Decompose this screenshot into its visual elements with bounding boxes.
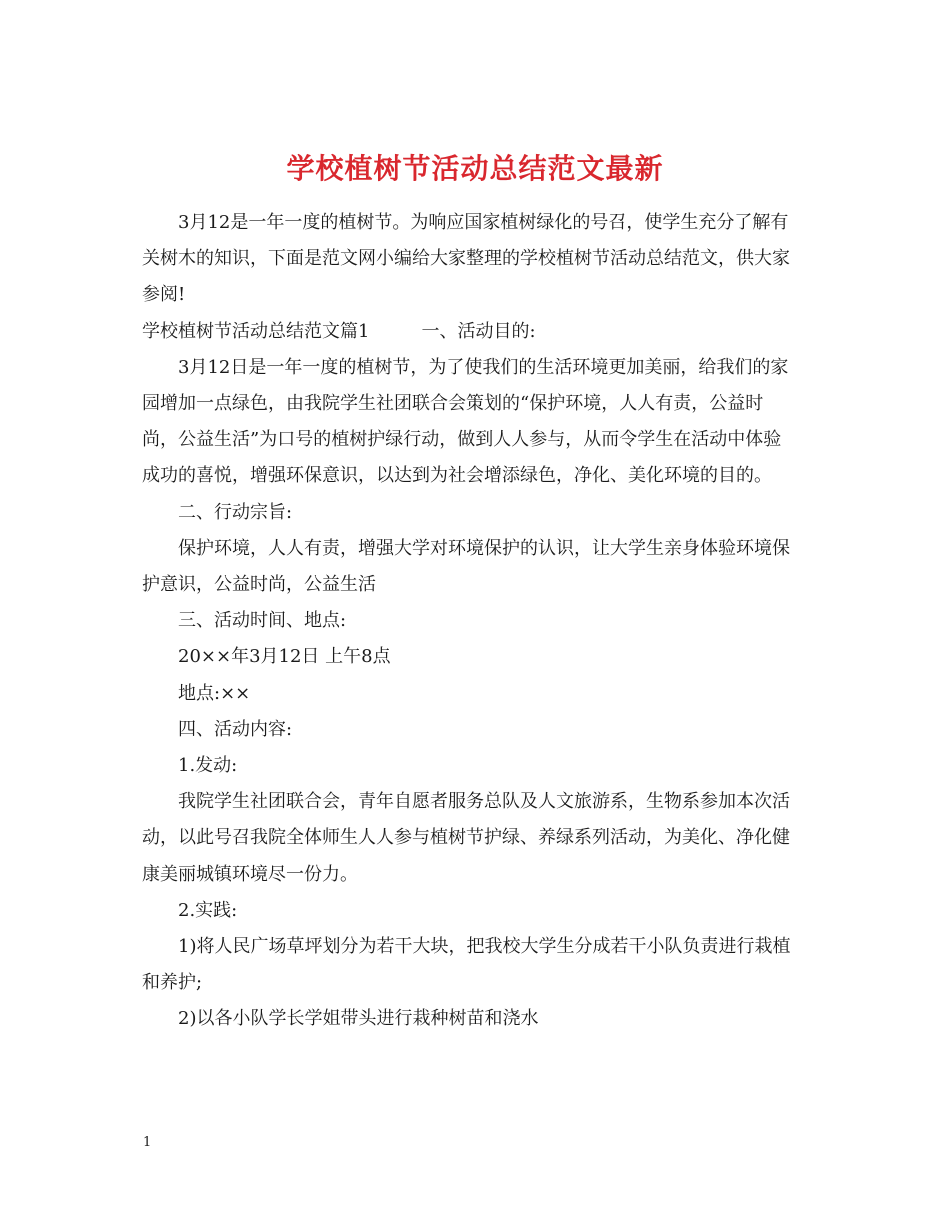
heading-purpose: 一、活动目的:	[421, 320, 536, 342]
document-title: 学校植树节活动总结范文最新	[286, 151, 664, 185]
section-label: 学校植树节活动总结范文篇1	[142, 320, 370, 342]
aim-paragraph: 保护环境，人人有责，增强大学对环境保护的认识，让大学生亲身体验环境保护意识，公益时尚，公益生活	[142, 537, 790, 596]
time-line: 20××年3月12日 上午8点	[178, 646, 391, 668]
intro-paragraph: 3月12是一年一度的植树节。为响应国家植树绿化的号召，使学生充分了解有关树木的知识，下面是范文网小编给大家整理的学校植树节活动总结范文，供大家参阅!	[142, 212, 790, 306]
step-1-paragraph: 我院学生社团联合会，青年自愿者服务总队及人文旅游系，生物系参加本次活动，以此号召我院全体师生人人参与植树节护绿、养绿系列活动，为美化、净化健康美丽城镇环境尽一份力。	[142, 791, 790, 885]
step-2-item-1: 1)将人民广场草坪划分为若干大块，把我校大学生分成若干小队负责进行栽植和养护;	[142, 936, 791, 994]
place-line: 地点:××	[178, 682, 251, 704]
heading-content: 四、活动内容:	[178, 718, 293, 740]
section-line	[142, 314, 798, 350]
document-body	[142, 205, 798, 1038]
step-1-label: 1.发动:	[178, 755, 238, 777]
step-2-label: 2.实践:	[178, 899, 238, 921]
page-number: 1	[143, 1135, 152, 1150]
purpose-paragraph: 3月12日是一年一度的植树节，为了使我们的生活环境更加美丽，给我们的家园增加一点绿色，由我院学生社团联合会策划的“保护环境，人人有责，公益时尚，公益生活”为口号的植树护绿行动，做到人人参与，从而令学生在活动中体验成功的喜悦，增强环保意识，以达到为社会增添绿色，净化、美化环境的目的。	[142, 356, 789, 487]
heading-time-place: 三、活动时间、地点:	[178, 610, 347, 632]
step-2-item-2: 2)以各小队学长学姐带头进行栽种树苗和浇水	[178, 1008, 539, 1030]
heading-aim: 二、行动宗旨:	[178, 501, 293, 523]
